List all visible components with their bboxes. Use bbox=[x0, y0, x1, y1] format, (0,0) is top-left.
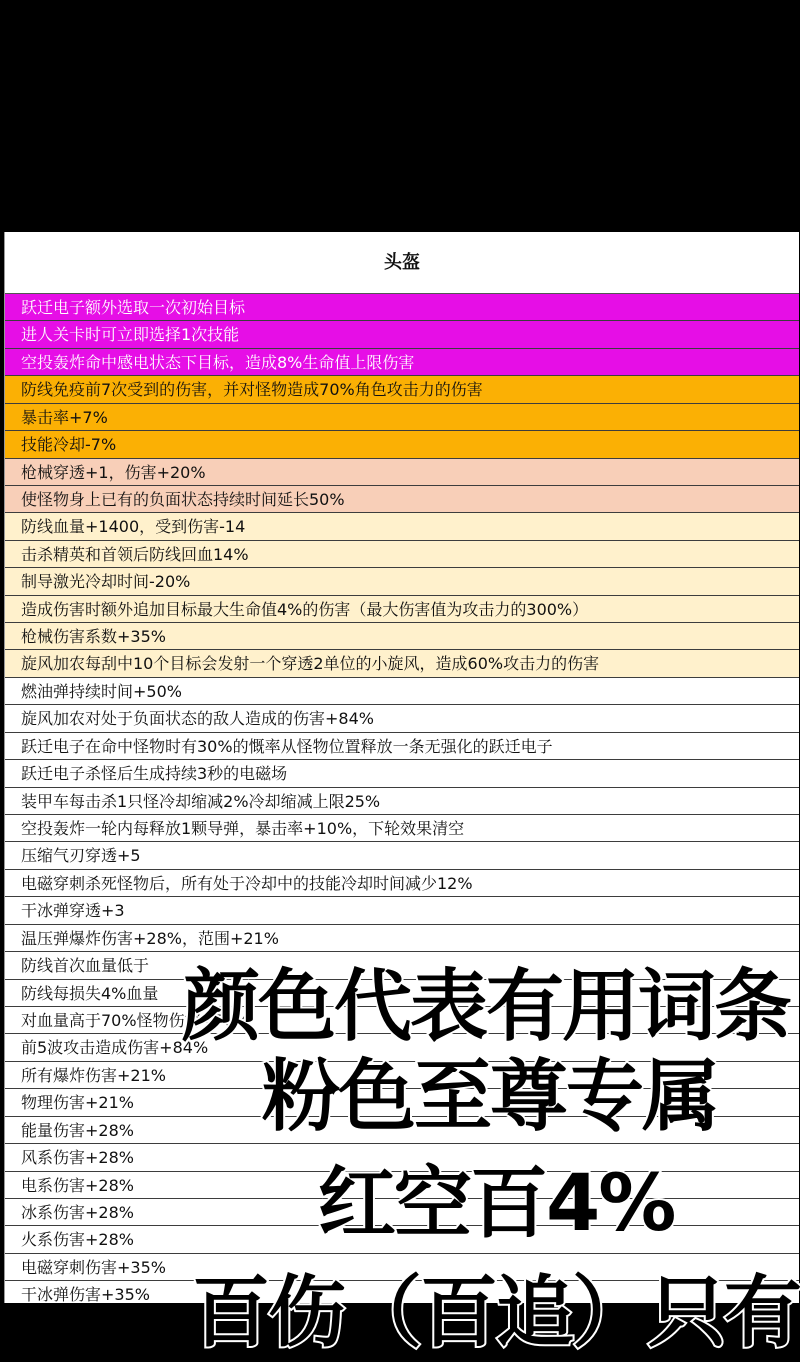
table-row: 造成伤害时额外追加目标最大生命值4%的伤害（最大伤害值为攻击力的300%） bbox=[5, 596, 799, 623]
table-row: 压缩气刃穿透+5 bbox=[5, 842, 799, 869]
table-row: 进人关卡时可立即选择1次技能 bbox=[5, 321, 799, 348]
table-row: 旋风加农每刮中10个目标会发射一个穿透2单位的小旋风，造成60%攻击力的伤害 bbox=[5, 650, 799, 677]
table-row: 电磁穿刺杀死怪物后，所有处于冷却中的技能冷却时间减少12% bbox=[5, 870, 799, 897]
table-row: 温压弹爆炸伤害+28%，范围+21% bbox=[5, 925, 799, 952]
table-row: 空投轰炸一轮内每释放1颗导弹，暴击率+10%，下轮效果清空 bbox=[5, 815, 799, 842]
table-row: 旋风加农对处于负面状态的敌人造成的伤害+84% bbox=[5, 705, 799, 732]
table-row: 装甲车每击杀1只怪冷却缩减2%冷却缩减上限25% bbox=[5, 788, 799, 815]
table-row: 风系伤害+28% bbox=[5, 1144, 799, 1171]
caption-line-1: 颜色代表有用词条 bbox=[182, 962, 791, 1052]
sheet-title: 头盔 bbox=[5, 232, 799, 294]
table-row: 火系伤害+28% bbox=[5, 1226, 799, 1253]
table-row: 防线首次血量低于 bbox=[5, 952, 799, 979]
table-row: 跃迁电子杀怪后生成持续3秒的电磁场 bbox=[5, 760, 799, 787]
table-row: 制导激光冷却时间-20% bbox=[5, 568, 799, 595]
table-row: 跃迁电子额外选取一次初始目标 bbox=[5, 294, 799, 321]
table-row: 能量伤害+28% bbox=[5, 1117, 799, 1144]
caption-line-3: 红空百4% bbox=[318, 1159, 675, 1249]
table-row: 跃迁电子在命中怪物时有30%的慨率从怪物位置释放一条无强化的跃迁电子 bbox=[5, 733, 799, 760]
table-row: 防线免疫前7次受到的伤害，并对怪物造成70%角色攻击力的伤害 bbox=[5, 376, 799, 403]
table-row: 对血量高于70%怪物伤害+70% bbox=[5, 1007, 799, 1034]
top-black-bar bbox=[0, 0, 800, 232]
table-row: 干冰弹穿透+3 bbox=[5, 897, 799, 924]
caption-line-2: 粉色至尊专属 bbox=[262, 1052, 719, 1142]
spreadsheet bbox=[4, 232, 799, 1303]
table-row: 使怪物身上已有的负面状态持续时间延长50% bbox=[5, 486, 799, 513]
table-row: 冰系伤害+28% bbox=[5, 1199, 799, 1226]
table-row: 击杀精英和首领后防线回血14% bbox=[5, 541, 799, 568]
table-row: 物理伤害+21% bbox=[5, 1089, 799, 1116]
table-row: 空投轰炸命中感电状态下目标，造成8%生命值上限伤害 bbox=[5, 349, 799, 376]
table-row: 燃油弹持续时间+50% bbox=[5, 678, 799, 705]
table-row: 暴击率+7% bbox=[5, 404, 799, 431]
table-row: 防线每损失4%血量 bbox=[5, 980, 799, 1007]
caption-line-4: 百伤（百追）只有 bbox=[192, 1268, 800, 1358]
row-list bbox=[5, 294, 799, 1303]
table-row: 技能冷却-7% bbox=[5, 431, 799, 458]
table-row: 防线血量+1400，受到伤害-14 bbox=[5, 513, 799, 540]
table-row: 枪械穿透+1，伤害+20% bbox=[5, 459, 799, 486]
table-row: 干冰弹伤害+35% bbox=[5, 1281, 799, 1303]
table-row: 枪械伤害系数+35% bbox=[5, 623, 799, 650]
table-row: 电磁穿刺伤害+35% bbox=[5, 1254, 799, 1281]
table-row: 前5波攻击造成伤害+84% bbox=[5, 1034, 799, 1061]
table-row: 所有爆炸伤害+21% bbox=[5, 1062, 799, 1089]
table-row: 电系伤害+28% bbox=[5, 1172, 799, 1199]
